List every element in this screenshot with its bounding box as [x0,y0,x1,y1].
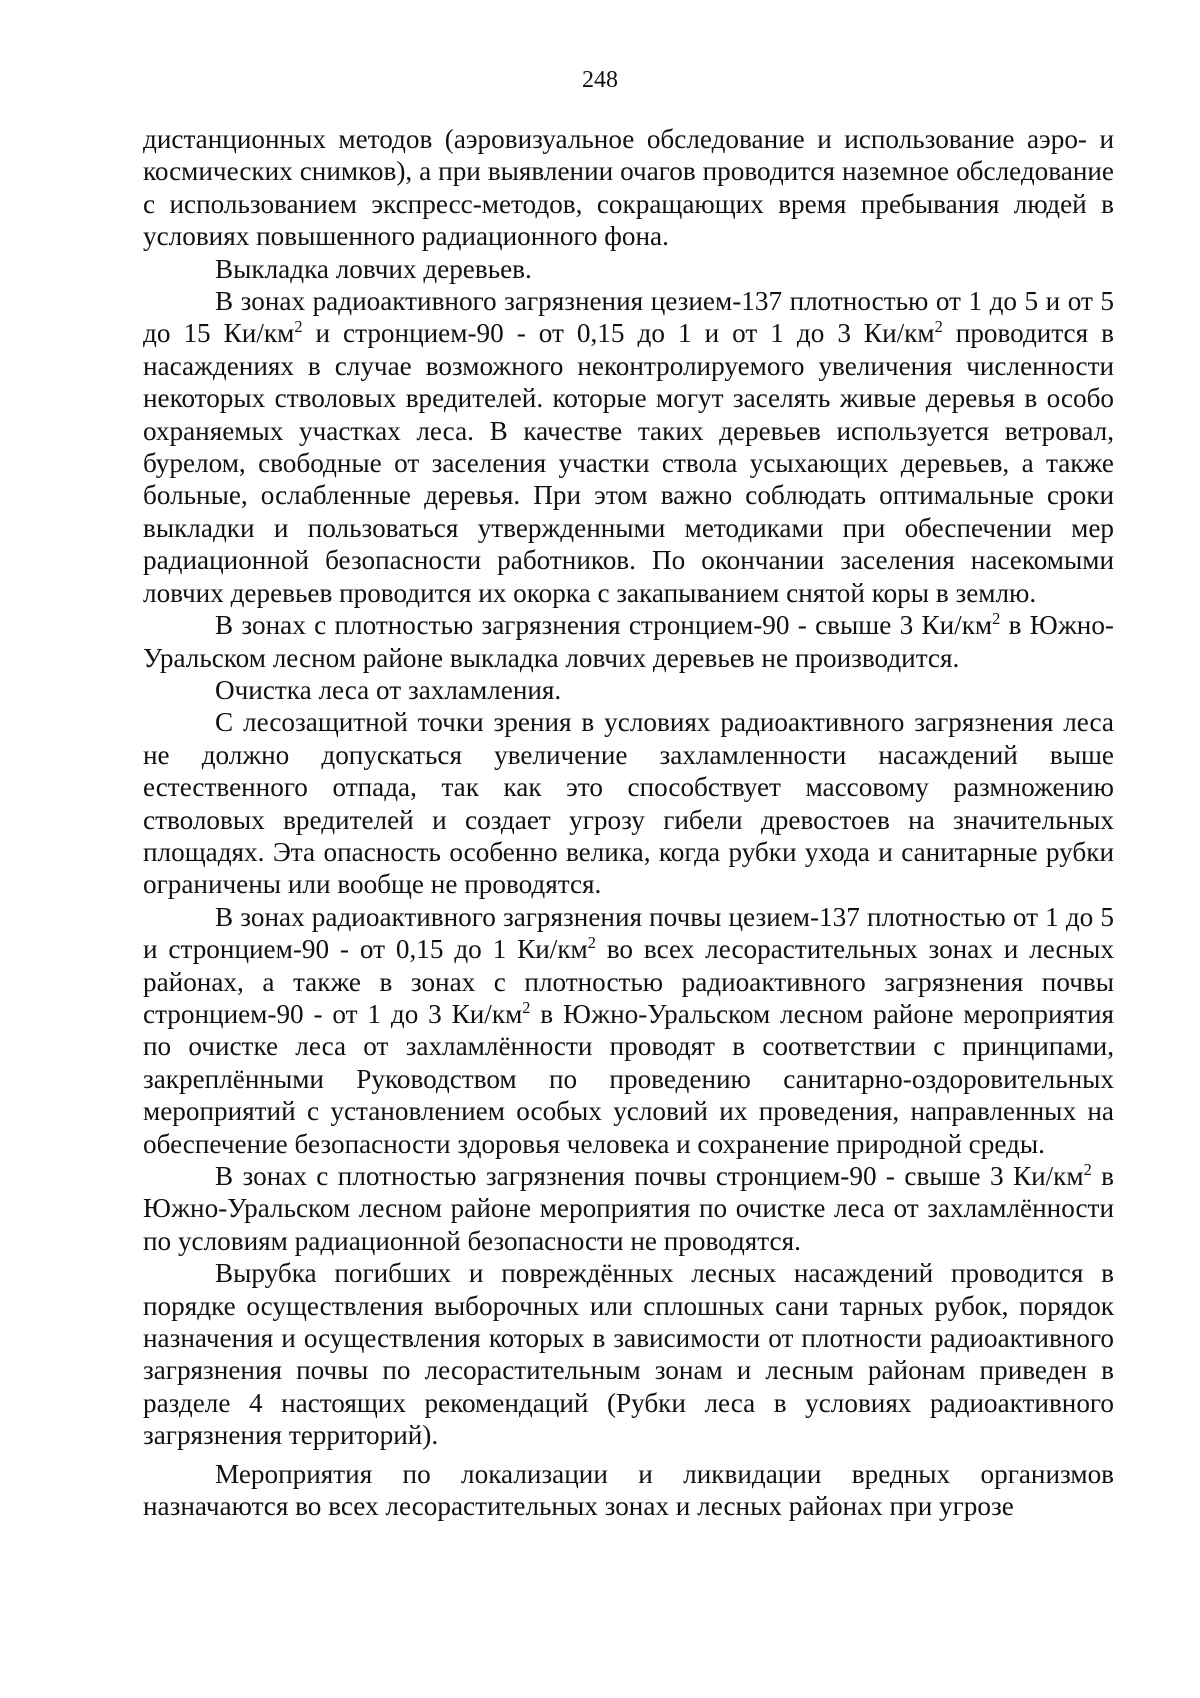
text-span: и стронцием-90 - от 0,15 до 1 и от 1 до 3 Ки/км [302,318,935,349]
text-span: В зонах радиоактивного загрязнения цезием-137 плотностью от 1 до 5 и от 5 до 15 Ки/км [143,286,1114,349]
superscript: 2 [1083,1159,1092,1179]
text-span: В зонах радиоактивного загрязнения почвы цезием-137 плотностью от 1 до 5 и стронцием-90 - от 0,15 до 1 Ки/км [143,901,1114,965]
document-body [143,123,1114,1522]
paragraph-cleanup-zones [143,901,1114,1160]
section-heading-forest-cleanup: Очистка леса от захламления. [215,674,562,705]
text-span: В зонах с плотностью загрязнения стронцием-90 - свыше 3 Ки/км [215,610,993,641]
superscript: 2 [992,609,1001,629]
paragraph-cleanup-rationale: С лесозащитной точки зрения в условиях радиоактивного загрязнения леса не должно допускаться увеличение захламленности насаждений выше естественного отпада, так как это способствует массовому размножению стволовых вредителей и создает угрозу гибели древостоев на значительных площадях. Эта опасность особенно велика, когда рубки ухода и санитарные рубки ограничены или вообще не проводятся. [143,707,1114,900]
text-span: в Южно-Уральском лесном районе мероприятия по очистке леса от захламлённости проводят в соответствии с принципами, закреплёнными Руководством по проведению санитарно-оздоровительных мероприятий с установлением особых условий их проведения, направленных на обеспечение безопасности здоровья человека и сохранение природной среды. [143,998,1114,1159]
text-span: проводится в насаждениях в случае возможного неконтролируемого увеличения численности некоторых стволовых вредителей. которые могут заселять живые деревья в особо охраняемых участках леса. В качестве таких деревьев используется ветровал, бурелом, свободные от заселения участки ствола усыхающих деревьев, а также больные, ослабленные деревья. При этом важно соблюдать оптимальные сроки выкладки и пользоваться утвержденными методиками при обеспечении мер радиационной безопасности работников. По окончании заселения насекомыми ловчих деревьев проводится их окорка с закапыванием снятой коры в землю. [143,318,1114,608]
paragraph-cleanup-restriction [143,1160,1114,1257]
section-heading-trap-trees: Выкладка ловчих деревьев. [215,253,532,284]
superscript: 2 [522,997,531,1017]
paragraph-trap-trees-zones [143,285,1114,609]
superscript: 2 [294,317,303,337]
paragraph-continuation: дистанционных методов (аэровизуальное обследование и использование аэро- и космических снимков), а при выявлении очагов проводится наземное обследование с использованием экспресс-методов, сокращающих время пребывания людей в условиях повышенного радиационного фона. [143,124,1114,252]
superscript: 2 [587,933,596,953]
text-span: в Южно-Уральском лесном районе выкладка ловчих деревьев не производится. [143,610,1114,673]
superscript: 2 [934,317,943,337]
paragraph-trap-trees-restriction [143,609,1114,674]
page-number: 248 [582,67,618,93]
text-span: во всех лесорастительных зонах и лесных районах, а также в зонах с плотностью радиоактивного загрязнения почвы стронцием-90 - от 1 до 3 Ки/км [143,934,1114,1029]
text-span: В зонах с плотностью загрязнения почвы стронцием-90 - свыше 3 Ки/км [215,1161,1084,1191]
paragraph-pest-control: Мероприятия по локализации и ликвидации вредных организмов назначаются во всех лесорастительных зонах и лесных районах при угрозе [143,1458,1114,1522]
paragraph-felling: Вырубка погибших и повреждённых лесных насаждений проводится в порядке осуществления выборочных или сплошных сани тарных рубок, порядок назначения и осуществления которых в зависимости от плотности радиоактивного загрязнения почвы по лесорастительным зонам и лесным районам приведен в разделе 4 настоящих рекомендаций (Рубки леса в условиях радиоактивного загрязнения территорий). [143,1258,1114,1451]
text-span: в Южно-Уральском лесном районе мероприятия по очистке леса от захламлённости по условиям радиационной безопасности не проводятся. [143,1161,1114,1256]
